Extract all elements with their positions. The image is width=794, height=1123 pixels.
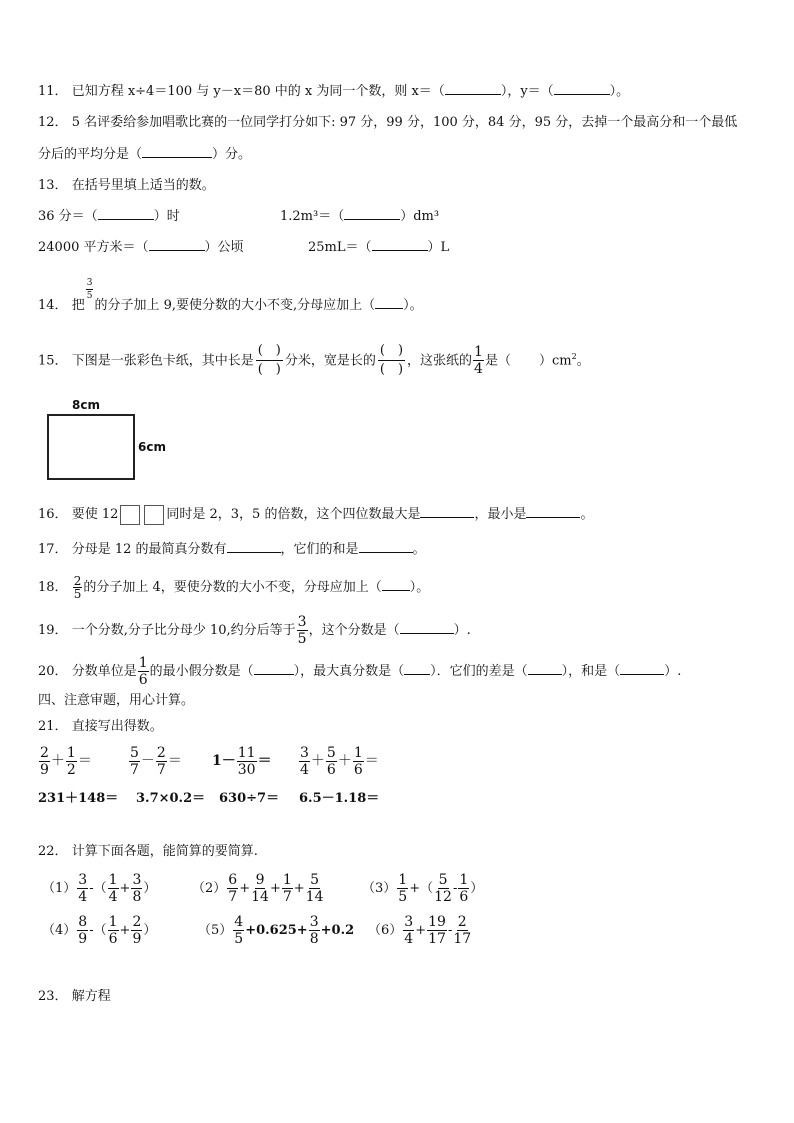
question-text: 1.2m³＝（	[280, 209, 345, 224]
numerator: 2	[40, 744, 49, 761]
fraction	[131, 872, 142, 905]
denominator: 7	[130, 761, 139, 778]
denominator: 4	[108, 889, 118, 905]
question-text: ）时	[153, 209, 180, 224]
operator: +	[409, 881, 421, 896]
numerator: ( )	[256, 342, 283, 361]
question-text: 。	[412, 542, 426, 557]
arithmetic-expression: 630÷7＝	[219, 791, 280, 806]
paren: （	[93, 881, 107, 896]
question-text: 计算下面各题，能简算的要简算.	[71, 844, 258, 859]
question-text: 25mL＝（	[308, 240, 372, 255]
paren: （	[93, 923, 107, 938]
paren: ）	[143, 881, 157, 896]
denominator: 5	[86, 291, 93, 301]
fraction	[251, 872, 269, 905]
fraction	[353, 745, 364, 778]
fraction	[227, 872, 238, 905]
question-number: 21．	[38, 719, 68, 734]
denominator: 9	[78, 931, 88, 947]
fraction	[299, 745, 310, 778]
question-text: 是（	[484, 353, 511, 369]
section-heading: 四、注意审题，用心计算。	[38, 693, 195, 708]
question-text: ）.	[453, 623, 471, 638]
fraction	[306, 872, 324, 905]
q22-item-4	[42, 914, 156, 947]
question-text: ）L	[427, 240, 450, 255]
denominator: ( )	[379, 362, 404, 378]
fraction	[108, 914, 119, 947]
numerator: 1	[353, 744, 363, 761]
question-13	[38, 177, 215, 195]
fraction	[129, 745, 140, 778]
numerator: 1	[108, 914, 118, 930]
question-text: 的最小假分数是（	[149, 664, 254, 679]
denominator: 5	[297, 631, 307, 647]
answer-blank[interactable]	[554, 82, 610, 95]
denominator: 5	[398, 889, 408, 905]
fraction	[309, 914, 320, 947]
operator: ＋	[337, 753, 352, 769]
arithmetic-expression: 6.5－1.18＝	[299, 791, 380, 806]
fraction	[156, 745, 167, 778]
denominator: 7	[228, 889, 238, 905]
answer-blank[interactable]	[142, 145, 212, 158]
blank-fraction[interactable]	[378, 342, 405, 379]
paren: ）	[143, 923, 157, 938]
operator: -	[89, 923, 94, 938]
operator: +0.625+	[245, 923, 308, 938]
paren: （	[420, 881, 434, 896]
denominator: 5	[73, 587, 82, 601]
question-23	[38, 988, 111, 1006]
question-text: 在括号里填上适当的数。	[71, 178, 215, 193]
numerator: 3	[300, 744, 309, 761]
denominator: 7	[282, 889, 292, 905]
answer-blank[interactable]	[528, 662, 562, 675]
question-text: ，这个分数是（	[308, 623, 400, 638]
question-text: ）cm	[538, 353, 572, 369]
denominator: 4	[300, 761, 309, 778]
operator: -	[89, 881, 94, 896]
numerator: 2	[457, 914, 467, 930]
equals-sign: ＝	[167, 753, 182, 769]
question-text: 解方程	[71, 989, 111, 1004]
operator: +0.2	[320, 923, 355, 938]
fraction	[108, 872, 119, 905]
digit-box[interactable]	[120, 505, 140, 525]
q21-expr-3	[212, 744, 272, 778]
card-rectangle	[47, 414, 135, 480]
numerator: 3	[132, 872, 142, 888]
question-text: 一个分数,分子比分母少 10,约分后等于	[71, 623, 296, 638]
question-20	[38, 655, 681, 688]
fraction	[77, 872, 88, 905]
numerator: 2	[132, 914, 142, 930]
equals-sign: ＝	[257, 753, 272, 769]
q22-item-3	[362, 872, 483, 905]
numerator: 1	[138, 655, 148, 671]
figure-width-label: 8cm	[72, 398, 100, 412]
question-text: 24000 平方米＝（	[38, 240, 149, 255]
question-number: 12．	[38, 115, 68, 130]
paren: ）	[470, 881, 484, 896]
question-text: ），最大真分数是（	[293, 664, 405, 679]
q13-row2-left	[38, 238, 244, 257]
answer-blank[interactable]	[400, 621, 454, 634]
question-number: 17．	[38, 542, 68, 557]
numerator: 11	[237, 744, 256, 761]
fraction	[434, 872, 452, 905]
question-number: 18．	[38, 580, 68, 595]
denominator: 9	[40, 761, 49, 778]
fraction	[403, 914, 414, 947]
question-text: 的分子加上 9,要使分数的大小不变,分母应加上（	[94, 298, 376, 313]
q21-row2	[38, 790, 379, 808]
denominator: 6	[138, 672, 148, 688]
operator: +	[239, 881, 251, 896]
question-number: 22．	[38, 844, 68, 859]
denominator: 2	[66, 761, 76, 778]
operator: -	[452, 881, 458, 896]
numerator: 5	[438, 872, 448, 888]
answer-blank[interactable]	[98, 207, 154, 220]
question-number: 13．	[38, 178, 68, 193]
question-number: 19．	[38, 623, 68, 638]
numerator: 19	[428, 914, 446, 930]
answer-blank[interactable]	[620, 662, 664, 675]
numerator: 3	[404, 914, 414, 930]
question-text: ）。	[609, 84, 630, 99]
fraction	[282, 872, 293, 905]
denominator: 6	[459, 889, 469, 905]
question-text: ，它们的和是	[280, 542, 359, 557]
denominator: 14	[251, 889, 269, 905]
question-number: 16．	[38, 507, 68, 522]
equals-sign: ＝	[364, 753, 379, 769]
question-text: 的分子加上 4，要使分数的大小不变，分母应加上（	[83, 580, 382, 595]
item-label: （6）	[368, 923, 403, 938]
answer-blank[interactable]	[404, 662, 430, 675]
question-21	[38, 718, 163, 736]
numerator: 5	[310, 872, 320, 888]
question-text: 下图是一张彩色卡纸，其中长是	[71, 353, 254, 369]
question-number: 14．	[38, 298, 68, 313]
fraction	[86, 277, 94, 302]
answer-blank[interactable]	[382, 578, 410, 591]
question-text: 要使 12	[71, 507, 119, 522]
question-text: 5 名评委给参加唱歌比赛的一位同学打分如下: 97 分，99 分，100 分，84 分，95 分，去掉一个最高分和一个最低	[71, 115, 738, 130]
denominator: 6	[326, 761, 336, 778]
answer-blank[interactable]	[372, 238, 428, 251]
operator: +	[119, 923, 131, 938]
numerator: 3	[297, 614, 307, 630]
fraction	[427, 914, 447, 947]
q21-expr-1	[38, 744, 92, 778]
denominator: 9	[132, 931, 142, 947]
denominator: 6	[353, 761, 363, 778]
answer-blank[interactable]	[227, 540, 281, 553]
question-16	[38, 504, 593, 526]
operator: +	[119, 881, 131, 896]
question-text: 分母是 12 的最简真分数有	[71, 542, 227, 557]
fraction	[473, 344, 484, 377]
denominator: 17	[428, 931, 446, 947]
operator: +	[293, 881, 305, 896]
answer-blank[interactable]	[526, 505, 580, 518]
question-text: ）.	[664, 664, 682, 679]
numerator: 1	[459, 872, 469, 888]
q21-expr-4	[298, 744, 379, 778]
numerator: 1	[108, 872, 118, 888]
operator: －	[140, 753, 155, 769]
numerator: 1	[398, 872, 408, 888]
answer-blank[interactable]	[254, 662, 294, 675]
denominator: 4	[404, 931, 414, 947]
numerator: 9	[255, 872, 265, 888]
question-12-line2	[38, 145, 251, 164]
question-text: 同时是 2，3，5 的倍数，这个四位数最大是	[166, 507, 421, 522]
question-text: 分后的平均分是（	[38, 147, 143, 162]
question-12	[38, 114, 737, 132]
answer-blank[interactable]	[445, 82, 501, 95]
question-text: ）。	[409, 580, 430, 595]
question-number: 20．	[38, 664, 68, 679]
question-text: ）分。	[212, 147, 252, 162]
q13-row2-right	[308, 238, 449, 257]
superscript: 2	[571, 352, 577, 361]
question-11	[38, 82, 629, 101]
question-text: 。	[576, 353, 590, 369]
answer-blank[interactable]	[420, 505, 474, 518]
numerator: 8	[78, 914, 88, 930]
item-label: （5）	[198, 923, 233, 938]
numerator: 1	[66, 744, 76, 761]
question-text: ）．它们的差是（	[430, 664, 528, 679]
numerator: 3	[86, 278, 93, 288]
blank-fraction[interactable]	[256, 342, 283, 379]
fraction	[73, 575, 83, 600]
question-text: 分数单位是	[71, 664, 137, 679]
question-19	[38, 614, 471, 647]
question-text: 已知方程 x÷4＝100 与 y－x＝80 中的 x 为同一个数，则 x＝（	[71, 84, 445, 99]
fraction	[326, 745, 337, 778]
numerator: ( )	[378, 342, 405, 361]
fraction	[453, 914, 471, 947]
question-number: 15．	[38, 353, 68, 369]
denominator: 5	[234, 931, 244, 947]
denominator: 4	[78, 889, 88, 905]
q22-item-5	[198, 914, 354, 947]
denominator: ( )	[257, 362, 281, 378]
question-text: 36 分＝（	[38, 209, 98, 224]
numerator: 3	[309, 914, 319, 930]
denominator: 8	[309, 931, 319, 947]
item-label: （4）	[42, 923, 77, 938]
operator: +	[269, 881, 281, 896]
answer-blank[interactable]	[375, 296, 403, 309]
numerator: 3	[78, 872, 88, 888]
q13-row1-right	[280, 207, 439, 226]
question-text: 直接写出得数。	[71, 719, 163, 734]
operator: +	[415, 923, 427, 938]
arithmetic-expression: 3.7×0.2＝	[136, 791, 206, 806]
numerator: 1	[474, 344, 483, 361]
fraction	[237, 745, 257, 778]
answer-blank[interactable]	[344, 207, 400, 220]
q22-item-2	[192, 872, 325, 905]
denominator: 30	[237, 761, 256, 778]
question-22	[38, 843, 258, 861]
q22-item-6	[368, 914, 472, 947]
question-17	[38, 540, 426, 559]
question-text: ），和是（	[561, 664, 621, 679]
question-text: ，这张纸的	[407, 353, 473, 369]
question-text: ）公顷	[204, 240, 244, 255]
denominator: 17	[453, 931, 472, 947]
equals-sign: ＝	[77, 753, 92, 769]
operator: 1－	[212, 753, 236, 769]
operator: ＋	[50, 753, 65, 769]
denominator: 14	[305, 889, 324, 905]
q21-expr-2	[128, 744, 182, 778]
numerator: 1	[282, 872, 292, 888]
answer-blank[interactable]	[149, 238, 205, 251]
question-number: 11．	[38, 84, 68, 99]
operator: -	[447, 923, 453, 938]
question-text: 分米，宽是长的	[284, 353, 376, 369]
digit-box[interactable]	[144, 505, 164, 525]
denominator: 6	[108, 931, 118, 947]
question-14	[38, 278, 423, 318]
numerator: 5	[130, 744, 139, 761]
numerator: 2	[73, 574, 82, 588]
question-text: ）。	[403, 298, 423, 313]
question-text: ，最小是	[474, 507, 527, 522]
question-text: 。	[580, 507, 594, 522]
denominator: 7	[156, 761, 166, 778]
denominator: 8	[132, 889, 142, 905]
numerator: 6	[228, 872, 238, 888]
q22-item-1	[42, 872, 156, 905]
question-18	[38, 574, 429, 602]
question-15	[38, 339, 590, 379]
arithmetic-expression: 231＋148＝	[38, 791, 119, 806]
q13-row1-left	[38, 207, 180, 226]
fraction	[233, 914, 244, 947]
answer-blank[interactable]	[359, 540, 413, 553]
question-text: ），y＝（	[500, 84, 554, 99]
numerator: 4	[234, 914, 244, 930]
item-label: （2）	[192, 881, 227, 896]
item-label: （3）	[362, 881, 397, 896]
denominator: 4	[474, 361, 483, 378]
denominator: 12	[434, 889, 452, 905]
fraction	[297, 614, 308, 647]
numerator: 5	[326, 744, 336, 761]
numerator: 2	[156, 744, 166, 761]
operator: ＋	[310, 753, 325, 769]
fraction	[39, 745, 50, 778]
figure-height-label: 6cm	[138, 440, 166, 454]
fraction	[138, 655, 149, 688]
fraction	[66, 745, 77, 778]
fraction	[77, 914, 88, 947]
item-label: （1）	[42, 881, 77, 896]
question-text: 把	[71, 298, 85, 313]
fraction	[397, 872, 408, 905]
fraction	[131, 914, 142, 947]
question-number: 23．	[38, 989, 68, 1004]
question-text: ）dm³	[400, 209, 440, 224]
fraction	[458, 872, 469, 905]
